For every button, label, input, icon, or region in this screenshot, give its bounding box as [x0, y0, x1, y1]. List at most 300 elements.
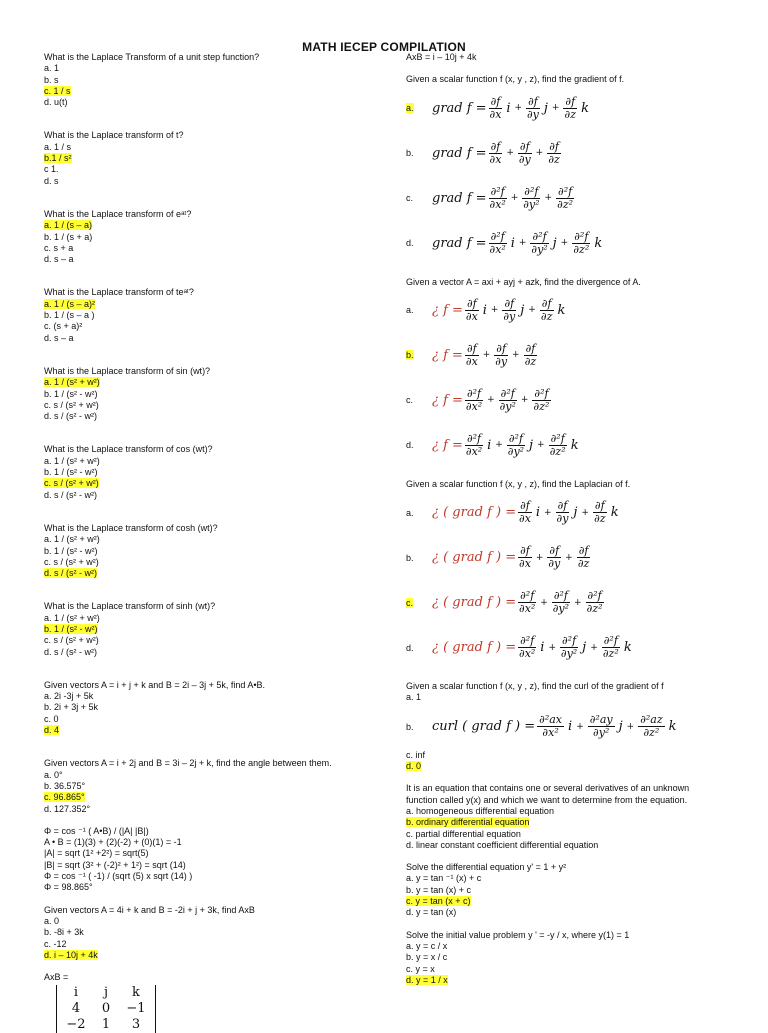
- text-line: [44, 568, 384, 579]
- text-line: d. linear constant coefficient differential equation: [406, 839, 599, 850]
- denominator: ∂y²: [507, 444, 525, 458]
- plus-sign: +: [535, 552, 544, 563]
- text-line: [44, 770, 384, 781]
- option-letter: d.: [406, 642, 414, 653]
- text-line: [44, 153, 384, 164]
- numerator: ∂f: [578, 544, 589, 558]
- text-line: c. s / (s² + w²): [44, 478, 99, 489]
- denominator: ∂y: [556, 512, 569, 526]
- text-line: b. 1 / (s + a): [44, 231, 93, 242]
- text-line: d. y = tan (x): [406, 907, 457, 918]
- text-line: a. 1: [44, 63, 60, 74]
- option-letter: c.: [406, 597, 414, 608]
- text-line: [44, 63, 384, 74]
- text-line: [44, 176, 384, 187]
- plus-sign: +: [540, 597, 548, 608]
- text-line: [44, 647, 384, 658]
- formula: [432, 500, 621, 525]
- text-line: [406, 817, 736, 828]
- fraction: [518, 590, 536, 615]
- text-line: [44, 939, 384, 950]
- answer-option: [406, 131, 736, 176]
- text-line: [44, 871, 384, 882]
- text-line: What is the Laplace transform of eᵃᵗ?: [44, 208, 192, 219]
- denominator: ∂z²: [549, 444, 566, 458]
- unit-vector: k: [594, 235, 603, 251]
- text-line: [44, 209, 384, 220]
- spacer: [44, 422, 384, 444]
- text-line: [44, 725, 384, 736]
- text-line: d. s / (s² - w²): [44, 646, 97, 657]
- denominator: ∂x: [519, 557, 531, 571]
- text-line: [44, 792, 384, 803]
- denominator: ∂z²: [573, 242, 590, 256]
- spacer: [406, 919, 736, 930]
- text-line: a. 1 / (s² + w²): [44, 534, 100, 545]
- fraction: [465, 388, 483, 413]
- text-line: What is the Laplace Transform of a unit step function?: [44, 52, 260, 62]
- denominator: ∂y²: [499, 399, 516, 413]
- spacer: [44, 501, 384, 523]
- numerator: ∂²az: [640, 713, 663, 727]
- matrix-cell: 1: [101, 1017, 111, 1033]
- formula-lhs: grad f =: [432, 145, 487, 161]
- text-line: Given a scalar function f (x, y , z), find the gradient of f.: [406, 74, 625, 85]
- answer-option: [406, 333, 736, 378]
- fraction: [507, 433, 525, 458]
- text-line: What is the Laplace transform of sinh (wt)?: [44, 601, 216, 612]
- option-letter: c.: [406, 395, 414, 406]
- text-line: [406, 692, 736, 703]
- denominator: ∂x: [465, 309, 478, 323]
- formula-lhs: ¿ f =: [432, 437, 463, 453]
- numerator: ∂f: [520, 544, 530, 558]
- text-line: Φ = 98.865°: [44, 882, 93, 893]
- answer-option: [406, 704, 736, 750]
- formula-lhs: ¿ f =: [432, 302, 463, 318]
- unit-vector: j: [543, 100, 548, 116]
- option-label: [406, 395, 432, 405]
- text-line: [406, 750, 736, 761]
- numerator: ∂²f: [574, 229, 589, 243]
- text-line: [406, 896, 736, 907]
- fraction: [502, 298, 516, 323]
- text-line: [44, 478, 384, 489]
- text-line: b. 1 / (s² - w²): [44, 467, 98, 478]
- fraction: [572, 231, 590, 256]
- text-line: Given a scalar function f (x, y , z), find the curl of the gradient of f: [406, 681, 664, 692]
- text-line: [44, 927, 384, 938]
- plus-sign: +: [495, 440, 503, 451]
- text-line: [44, 310, 384, 321]
- text-line: [406, 964, 736, 975]
- numerator: ∂²f: [532, 229, 547, 243]
- fraction: [593, 500, 607, 525]
- text-line: Given a vector A = axi + ayj + azk, find the divergence of A.: [406, 276, 641, 287]
- text-line: What is the Laplace transform of cos (wt)?: [44, 444, 213, 455]
- text-line: [44, 243, 384, 254]
- text-line: [406, 74, 736, 85]
- fraction: [522, 186, 540, 211]
- answer-option: [406, 86, 736, 131]
- text-line: [406, 941, 736, 952]
- text-line: d. 0: [406, 761, 422, 772]
- plus-sign: +: [544, 193, 553, 204]
- formula: [432, 590, 606, 615]
- numerator: ∂²ax: [539, 713, 563, 727]
- formula-lhs: ¿ ( grad f ) =: [432, 550, 517, 566]
- spacer: [406, 851, 736, 862]
- text-line: a. 1 / (s² + w²): [44, 612, 100, 623]
- spacer: [44, 579, 384, 601]
- text-line: [44, 916, 384, 927]
- unit-vector: j: [618, 719, 623, 735]
- unit-vector: k: [623, 640, 632, 656]
- text-line: b. s: [44, 74, 59, 85]
- text-line: b. 1 / (s² - w²): [44, 623, 98, 634]
- text-line: [44, 680, 384, 691]
- text-line: a. 0°: [44, 769, 63, 780]
- numerator: ∂f: [594, 499, 605, 513]
- fraction: [518, 545, 532, 570]
- answer-option: [406, 535, 736, 580]
- plus-sign: +: [565, 552, 573, 563]
- text-line: [44, 557, 384, 568]
- text-line: [44, 456, 384, 467]
- text-line: [44, 389, 384, 400]
- text-line: c. partial differential equation: [406, 828, 521, 839]
- formula: [432, 545, 592, 570]
- plus-sign: +: [535, 148, 544, 159]
- text-line: a. y = c / x: [406, 940, 448, 951]
- fraction: [547, 141, 561, 166]
- numerator: ∂²f: [603, 634, 618, 648]
- numerator: ∂f: [496, 341, 507, 355]
- numerator: ∂²f: [508, 431, 524, 445]
- text-line: c. (s + a)²: [44, 321, 83, 332]
- spacer: [44, 736, 384, 758]
- formula-lhs: ¿ f =: [432, 347, 463, 363]
- text-line: Given vectors A = i + 2j and B = 3i – 2j + k, find the angle between them.: [44, 758, 332, 769]
- text-line: What is the Laplace transform of t?: [44, 130, 184, 141]
- text-line: |A| = sqrt (1² +2²) = sqrt(5): [44, 848, 149, 859]
- text-line: [406, 795, 736, 806]
- text-line: c. y = x: [406, 963, 435, 974]
- text-line: Solve the differential equation y' = 1 + y²: [406, 862, 567, 873]
- text-line: d. 127.352°: [44, 803, 91, 814]
- matrix-cell: j: [103, 985, 109, 1001]
- text-line: [44, 758, 384, 769]
- formula: [432, 298, 567, 323]
- text-line: c 1.: [44, 164, 59, 175]
- text-line: c. 96.865°: [44, 792, 85, 803]
- text-line: c. -12: [44, 938, 67, 949]
- text-line: a. 1: [406, 692, 422, 703]
- formula-lhs: grad f =: [432, 100, 487, 116]
- spacer: [44, 265, 384, 287]
- unit-vector: j: [520, 302, 525, 318]
- text-line: [44, 905, 384, 916]
- unit-vector: k: [610, 505, 619, 521]
- numerator: ∂f: [466, 341, 477, 355]
- numerator: ∂f: [466, 296, 477, 310]
- option-label: [406, 238, 432, 248]
- text-line: d. s / (s² - w²): [44, 489, 97, 500]
- plus-sign: +: [490, 305, 499, 316]
- option-label: b.: [406, 721, 414, 732]
- denominator: ∂z: [540, 309, 553, 323]
- numerator: ∂²f: [466, 386, 482, 400]
- option-letter: c.: [406, 193, 414, 204]
- denominator: ∂z²: [602, 647, 619, 661]
- text-line: a. 0: [44, 915, 60, 926]
- unit-vector: i: [510, 235, 515, 251]
- plus-sign: +: [482, 350, 491, 361]
- plus-sign: +: [560, 238, 569, 249]
- text-line: b. 36.575°: [44, 780, 86, 791]
- spacer: [406, 468, 736, 479]
- fraction: [588, 714, 615, 739]
- denominator: ∂x²: [465, 399, 483, 413]
- text-line: c. s / (s² + w²): [44, 556, 99, 567]
- denominator: ∂y: [548, 557, 561, 571]
- numerator: ∂f: [490, 139, 501, 153]
- plus-sign: +: [528, 305, 536, 316]
- spacer: [406, 772, 736, 783]
- matrix-cell: 3: [131, 1017, 141, 1033]
- option-letter: b.: [406, 552, 414, 563]
- text-line: [44, 950, 384, 961]
- numerator: ∂²f: [520, 634, 535, 648]
- text-line: [406, 873, 736, 884]
- fraction: [577, 545, 591, 570]
- text-line: d. s – a: [44, 332, 74, 343]
- text-line: [406, 52, 736, 63]
- denominator: ∂x²: [519, 647, 536, 661]
- text-line: [44, 400, 384, 411]
- plus-sign: +: [518, 238, 527, 249]
- text-line: |B| = sqrt (3² + (-2)² + 1²) = sqrt (14): [44, 859, 186, 870]
- denominator: ∂y: [503, 309, 516, 323]
- fraction: [465, 298, 479, 323]
- plus-sign: +: [514, 103, 523, 114]
- text-line: [44, 848, 384, 859]
- text-line: [406, 907, 736, 918]
- fraction: [537, 714, 564, 739]
- numerator: ∂²f: [520, 589, 535, 603]
- spacer: [44, 344, 384, 366]
- numerator: ∂²f: [490, 184, 505, 198]
- text-line: [44, 254, 384, 265]
- denominator: ∂x²: [465, 444, 483, 458]
- text-line: Given vectors A = i + j + k and B = 2i – 3j + 5k, find A•B.: [44, 679, 266, 690]
- text-line: [44, 714, 384, 725]
- option-label: [406, 350, 432, 360]
- formula-lhs: curl ( grad f ) =: [432, 719, 536, 735]
- plus-sign: +: [590, 642, 598, 653]
- option-letter: a.: [406, 305, 414, 316]
- denominator: ∂z²: [533, 399, 550, 413]
- matrix-cell: 0: [101, 1001, 111, 1017]
- text-line: [406, 885, 736, 896]
- text-line: c. 1 / s: [44, 85, 71, 96]
- fraction: [465, 343, 479, 368]
- fraction: [602, 635, 620, 660]
- plus-sign: +: [548, 642, 556, 653]
- text-line: a. 1 / (s – a)²: [44, 298, 96, 309]
- text-line: a. y = tan ⁻¹ (x) + c: [406, 873, 482, 884]
- text-line: c. s / (s² + w²): [44, 399, 99, 410]
- text-line: [44, 613, 384, 624]
- spacer: [44, 815, 384, 826]
- text-line: [44, 860, 384, 871]
- plus-sign: +: [512, 350, 520, 361]
- text-line: b. -8i + 3k: [44, 927, 84, 938]
- denominator: ∂y²: [560, 647, 578, 661]
- denominator: ∂z: [524, 354, 537, 368]
- text-line: [44, 804, 384, 815]
- answer-option: [406, 378, 736, 423]
- fraction: [560, 635, 578, 660]
- denominator: ∂z: [594, 512, 606, 526]
- plus-sign: +: [576, 721, 584, 732]
- text-line: [44, 220, 384, 231]
- text-line: [44, 366, 384, 377]
- text-line: [406, 930, 736, 941]
- text-line: [44, 130, 384, 141]
- text-line: d. y = 1 / x: [406, 974, 448, 985]
- option-letter: a.: [406, 103, 414, 114]
- answer-option: [406, 288, 736, 333]
- text-line: d. u(t): [44, 97, 68, 108]
- formula: [432, 635, 634, 660]
- text-line: [44, 601, 384, 612]
- text-line: d. 4: [44, 725, 60, 736]
- numerator: ∂²f: [524, 184, 539, 198]
- formula: [432, 714, 679, 739]
- spacer: [406, 266, 736, 277]
- text-line: [44, 444, 384, 455]
- unit-vector: k: [581, 100, 590, 116]
- text-line: [44, 546, 384, 557]
- denominator: ∂y: [495, 354, 508, 368]
- denominator: ∂z²: [557, 197, 574, 211]
- fraction: [524, 343, 538, 368]
- text-line: [44, 164, 384, 175]
- text-line: Given a scalar function f (x, y , z), find the Laplacian of f.: [406, 478, 631, 489]
- text-line: [44, 702, 384, 713]
- text-line: b. y = x / c: [406, 952, 448, 963]
- numerator: ∂²f: [561, 634, 577, 648]
- text-line: AxB =: [44, 972, 69, 983]
- text-line: Φ = cos ⁻¹ ( -1) / (sqrt (5) x sqrt (14) ): [44, 871, 193, 882]
- fraction: [638, 714, 664, 739]
- text-line: [44, 781, 384, 792]
- denominator: ∂x²: [519, 602, 536, 616]
- denominator: ∂y²: [593, 726, 610, 740]
- numerator: ∂²f: [466, 431, 482, 445]
- text-line: [44, 232, 384, 243]
- denominator: ∂z²: [586, 602, 603, 616]
- spacer: [44, 658, 384, 680]
- unit-vector: k: [668, 719, 677, 735]
- plus-sign: +: [544, 507, 552, 518]
- text-line: d. s / (s² - w²): [44, 568, 97, 579]
- text-line: [44, 837, 384, 848]
- plus-sign: +: [551, 103, 560, 114]
- numerator: ∂²f: [553, 589, 568, 603]
- text-line: b. y = tan (x) + c: [406, 884, 472, 895]
- text-line: What is the Laplace transform of teᵃᵗ?: [44, 287, 194, 298]
- text-line: [406, 806, 736, 817]
- denominator: ∂y: [526, 107, 539, 121]
- left-column: [44, 52, 384, 1033]
- fraction: [489, 96, 503, 121]
- text-line: [44, 321, 384, 332]
- answer-option: [406, 580, 736, 625]
- option-label: [406, 193, 432, 203]
- formula-lhs: grad f =: [432, 235, 487, 251]
- unit-vector: j: [573, 505, 578, 521]
- unit-vector: j: [552, 235, 557, 251]
- spacer: [406, 670, 736, 681]
- plus-sign: +: [626, 721, 635, 732]
- denominator: ∂y²: [531, 242, 548, 256]
- text-line: [44, 972, 384, 983]
- formula-lhs: grad f =: [432, 190, 487, 206]
- fraction: [526, 96, 540, 121]
- text-line: b. 1 / (s – a ): [44, 310, 95, 321]
- fraction: [556, 500, 570, 525]
- right-column: [406, 52, 736, 986]
- option-letter: d.: [406, 238, 414, 249]
- denominator: ∂z: [548, 152, 560, 166]
- unit-vector: i: [568, 719, 573, 735]
- unit-vector: k: [557, 302, 566, 318]
- fraction: [552, 590, 570, 615]
- text-line: [44, 142, 384, 153]
- fraction: [586, 590, 604, 615]
- text-line: What is the Laplace transform of cosh (wt)?: [44, 522, 218, 533]
- fraction: [489, 231, 507, 256]
- denominator: ∂x²: [542, 726, 559, 740]
- text-line: d. s / (s² - w²): [44, 411, 97, 422]
- text-line: [44, 882, 384, 893]
- text-line: d. i – 10j + 4k: [44, 949, 98, 960]
- text-line: AxB = i – 10j + 4k: [406, 52, 477, 62]
- matrix-cell: k: [132, 985, 140, 1001]
- formula: [432, 141, 563, 166]
- formula-lhs: ¿ ( grad f ) =: [432, 640, 517, 656]
- denominator: ∂x: [489, 152, 502, 166]
- option-label: [406, 643, 432, 653]
- text-line: [44, 411, 384, 422]
- numerator: ∂f: [520, 499, 530, 513]
- formula-lhs: ¿ f =: [432, 392, 463, 408]
- cross-product-matrix: [56, 985, 156, 1033]
- denominator: ∂z: [577, 557, 590, 571]
- numerator: ∂²ay: [589, 713, 613, 727]
- denominator: ∂z: [564, 107, 577, 121]
- text-line: a. 1 / (s² + w²): [44, 455, 100, 466]
- formula: [432, 231, 604, 256]
- fraction: [489, 186, 507, 211]
- denominator: ∂x: [465, 354, 478, 368]
- text-line: c. y = tan (x + c): [406, 896, 471, 907]
- text-line: [44, 287, 384, 298]
- spacer: [406, 63, 736, 74]
- plus-sign: +: [581, 507, 589, 518]
